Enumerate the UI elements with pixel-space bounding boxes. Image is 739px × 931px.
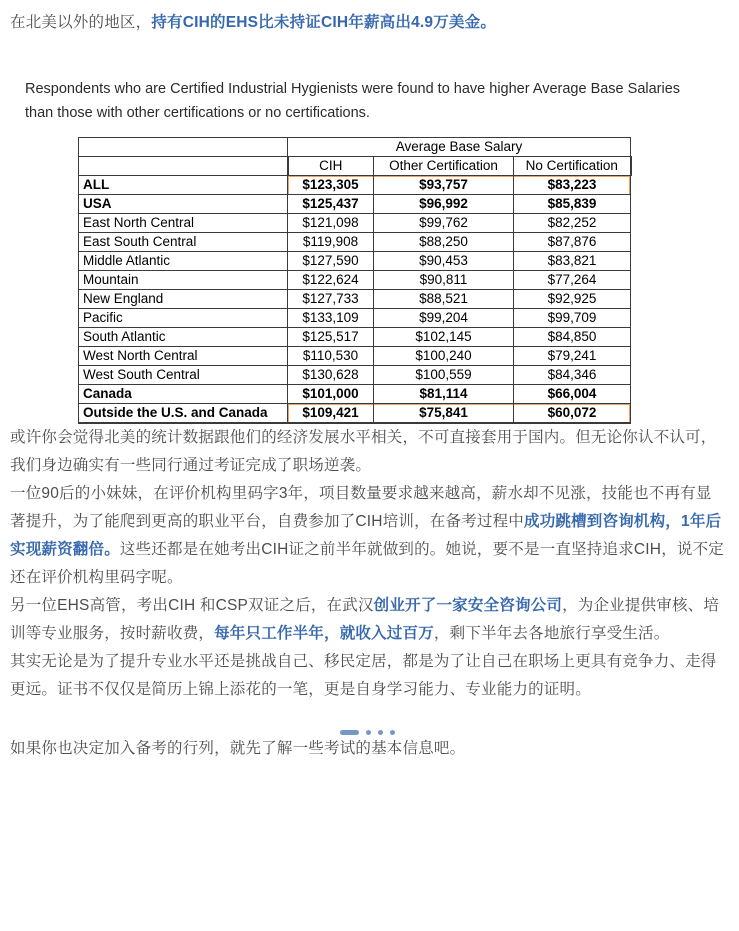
col-header-cih: CIH: [288, 157, 374, 176]
salary-value-cell: $122,624: [288, 271, 374, 290]
salary-value-cell: $84,346: [514, 366, 631, 385]
paragraph-story1: [10, 480, 725, 592]
salary-value-cell: $82,252: [514, 214, 631, 233]
table-row: [79, 404, 631, 424]
salary-value-cell: $88,521: [374, 290, 514, 309]
salary-value-cell: $84,850: [514, 328, 631, 347]
salary-value-cell: $127,733: [288, 290, 374, 309]
avg-base-salary-header: Average Base Salary: [288, 138, 631, 157]
region-label-cell: Outside the U.S. and Canada: [79, 404, 288, 424]
salary-value-cell: $90,811: [374, 271, 514, 290]
english-note: Respondents who are Certified Industrial Hygienists were found to have higher Average Base Salaries than those with other certifications or no certifications.: [25, 81, 681, 121]
salary-value-cell: $85,839: [514, 195, 631, 214]
region-label-cell: West South Central: [79, 366, 288, 385]
salary-value-cell: $100,240: [374, 347, 514, 366]
salary-value-cell: $99,709: [514, 309, 631, 328]
region-label-cell: Mountain: [79, 271, 288, 290]
table-row: [79, 328, 631, 347]
region-label-cell: ALL: [79, 176, 288, 195]
paragraph-summary: 其实无论是为了提升专业水平还是挑战自己、移民定居，都是为了让自己在职场上更具有竞争力、走得更远。证书不仅仅是简历上锦上添花的一笔，更是自身学习能力、专业能力的证明。: [10, 653, 717, 698]
salary-table-wrapper: [78, 137, 725, 424]
region-label-cell: Canada: [79, 385, 288, 404]
salary-value-cell: $87,876: [514, 233, 631, 252]
salary-value-cell: $121,098: [288, 214, 374, 233]
salary-value-cell: $79,241: [514, 347, 631, 366]
story2-highlight-1: 创业开了一家安全咨询公司: [373, 597, 563, 614]
story2-text-1: 另一位EHS高管，考出CIH 和CSP双证之后，在武汉: [10, 597, 374, 614]
salary-value-cell: $125,437: [288, 195, 374, 214]
salary-value-cell: $90,453: [374, 252, 514, 271]
salary-value-cell: $101,000: [288, 385, 374, 404]
table-row: [79, 252, 631, 271]
salary-value-cell: $60,072: [514, 404, 631, 424]
story2-text-3: ，剩下半年去各地旅行享受生活。: [433, 625, 670, 642]
paragraph-cta: 如果你也决定加入备考的行列，就先了解一些考试的基本信息吧。: [10, 740, 466, 757]
table-row: [79, 176, 631, 195]
region-label-cell: Middle Atlantic: [79, 252, 288, 271]
salary-value-cell: $100,559: [374, 366, 514, 385]
table-merged-header-row: [79, 138, 631, 157]
salary-value-cell: $119,908: [288, 233, 374, 252]
story2-text-2: ，为企业提供审核、培训等专业服务，按时薪收费，: [10, 597, 720, 642]
salary-value-cell: $99,762: [374, 214, 514, 233]
paragraph-story2: [10, 592, 725, 648]
region-label-cell: East South Central: [79, 233, 288, 252]
salary-value-cell: $125,517: [288, 328, 374, 347]
salary-table: [78, 137, 632, 424]
table-row: [79, 214, 631, 233]
table-row: [79, 233, 631, 252]
header-spacer-cell: [79, 138, 288, 157]
salary-value-cell: $93,757: [374, 176, 514, 195]
salary-value-cell: $127,590: [288, 252, 374, 271]
salary-value-cell: $99,204: [374, 309, 514, 328]
story1-highlight-1: 成功跳槽到咨询机构，1年后实现薪资翻倍。: [10, 513, 722, 558]
salary-value-cell: $75,841: [374, 404, 514, 424]
table-row: [79, 385, 631, 404]
salary-value-cell: $130,628: [288, 366, 374, 385]
table-row: [79, 366, 631, 385]
paragraph-analysis: 或许你会觉得北美的统计数据跟他们的经济发展水平相关，不可直接套用于国内。但无论你认不认可，我们身边确实有一些同行通过考证完成了职场逆袭。: [10, 429, 717, 474]
region-label-cell: West North Central: [79, 347, 288, 366]
region-label-cell: New England: [79, 290, 288, 309]
salary-value-cell: $66,004: [514, 385, 631, 404]
table-column-header-row: [79, 157, 631, 176]
salary-value-cell: $92,925: [514, 290, 631, 309]
col-header-other-certification: Other Certification: [374, 157, 514, 176]
table-row: [79, 195, 631, 214]
story1-text-1: 一位90后的小妹妹，在评价机构里码字3年，项目数量要求越来越高，薪水却不见涨，技能也不再有显著提升，为了能爬到更高的职业平台，自费参加了CIH培训，在备考过程中: [10, 485, 712, 530]
region-label-cell: Pacific: [79, 309, 288, 328]
region-label-cell: East North Central: [79, 214, 288, 233]
salary-value-cell: $123,305: [288, 176, 374, 195]
salary-value-cell: $88,250: [374, 233, 514, 252]
salary-value-cell: $109,421: [288, 404, 374, 424]
table-row: [79, 347, 631, 366]
story1-text-2: 这些还都是在她考出CIH证之前半年就做到的。她说，要不是一直坚持追求CIH，说不定还在评价机构里码字呢。: [10, 541, 724, 586]
header-spacer-cell: [79, 157, 288, 176]
salary-value-cell: $133,109: [288, 309, 374, 328]
salary-value-cell: $83,821: [514, 252, 631, 271]
salary-value-cell: $81,114: [374, 385, 514, 404]
salary-value-cell: $102,145: [374, 328, 514, 347]
table-row: [79, 271, 631, 290]
region-label-cell: USA: [79, 195, 288, 214]
table-row: [79, 290, 631, 309]
intro-text: 在北美以外的地区，: [10, 14, 152, 31]
region-label-cell: South Atlantic: [79, 328, 288, 347]
salary-value-cell: $96,992: [374, 195, 514, 214]
salary-value-cell: $77,264: [514, 271, 631, 290]
col-header-no-certification: No Certification: [514, 157, 631, 176]
story2-highlight-2: 每年只工作半年，就收入过百万: [214, 625, 434, 642]
intro-paragraph: [10, 9, 725, 37]
salary-value-cell: $83,223: [514, 176, 631, 195]
table-row: [79, 309, 631, 328]
intro-highlight: 持有CIH的EHS比未持证CIH年薪高出4.9万美金。: [151, 14, 497, 31]
salary-value-cell: $110,530: [288, 347, 374, 366]
